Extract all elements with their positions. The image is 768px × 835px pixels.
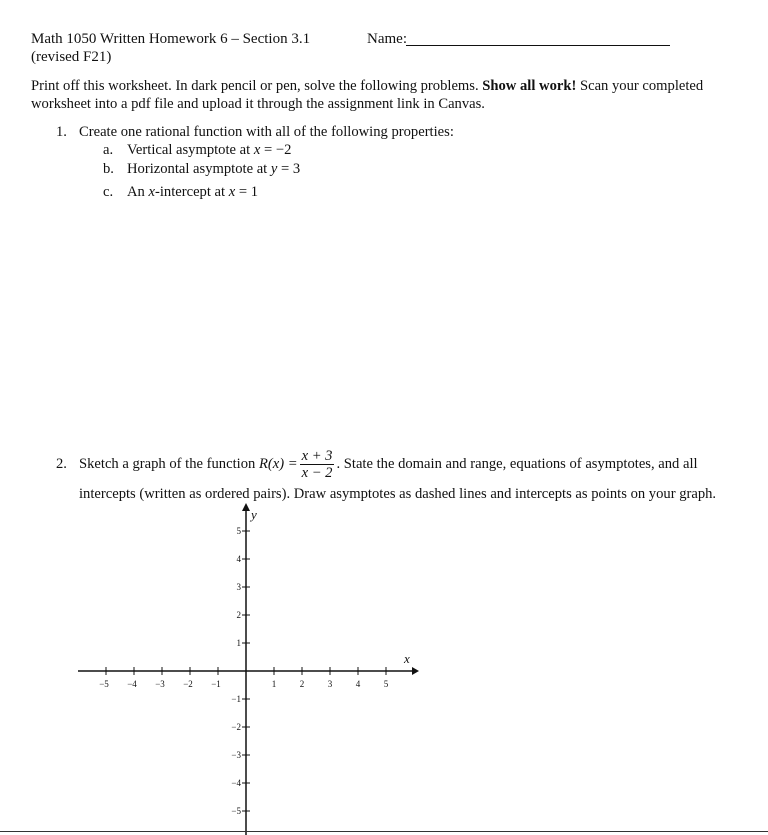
y-tick-label: −2: [231, 722, 241, 732]
item-b-eq: = 3: [277, 161, 301, 177]
y-tick-label: −4: [231, 778, 241, 788]
problem1-item-c-letter: c.: [103, 184, 114, 200]
problem1-item-b-letter: b.: [103, 161, 114, 177]
y-tick-label: 2: [236, 610, 241, 620]
x-axis-label: x: [404, 651, 410, 666]
y-axis-arrow: [242, 503, 250, 511]
y-axis-label: y: [251, 507, 257, 522]
x-tick-label: 4: [355, 679, 361, 689]
problem2-text-post: . State the domain and range, equations of asymptotes, and all: [336, 455, 698, 472]
function-denominator: x − 2: [301, 464, 333, 481]
item-b-var: y: [270, 161, 278, 177]
function-name: R(x) =: [258, 455, 298, 472]
item-c-post: -intercept at: [154, 184, 229, 200]
item-b-text: Horizontal asymptote at: [127, 161, 271, 177]
instructions-part1: Print off this worksheet. In dark pencil or pen, solve the following problems.: [31, 78, 479, 94]
revision-note: (revised F21): [31, 49, 112, 65]
y-tick-label: 5: [236, 526, 241, 536]
y-tick-label: −3: [231, 750, 241, 760]
function-numerator: x + 3: [301, 447, 333, 464]
item-c-var2: x: [228, 184, 236, 200]
problem2-number: 2.: [56, 456, 67, 472]
x-tick-label: −3: [155, 679, 165, 689]
page-bottom-border: [0, 831, 768, 832]
x-tick-label: 1: [271, 679, 277, 689]
course-title: Math 1050 Written Homework 6 – Section 3.1: [31, 31, 311, 47]
x-tick-label: −4: [127, 679, 137, 689]
y-tick-label: 4: [236, 554, 241, 564]
x-tick-label: 3: [327, 679, 333, 689]
item-c-pre: An: [127, 184, 149, 200]
y-tick-label: −5: [231, 806, 241, 816]
problem1-text: Create one rational function with all of the following properties:: [79, 124, 454, 140]
problem1-item-a-letter: a.: [103, 142, 114, 158]
x-tick-label: 2: [299, 679, 305, 689]
x-tick-label: −5: [99, 679, 109, 689]
instructions-bold: Show all work!: [482, 78, 577, 94]
x-tick-label: −1: [211, 679, 221, 689]
item-a-text: Vertical asymptote at: [127, 142, 254, 158]
item-c-eq: = 1: [235, 184, 259, 200]
item-a-var: x: [253, 142, 261, 158]
item-a-eq: = −2: [260, 142, 292, 158]
name-label: Name:: [367, 31, 407, 47]
problem1-number: 1.: [56, 124, 67, 140]
item-c-var1: x: [148, 184, 155, 200]
x-tick-label: 5: [383, 679, 389, 689]
y-tick-label: 3: [236, 582, 241, 592]
y-tick-label: 1: [236, 638, 241, 648]
x-axis-arrow: [412, 667, 419, 675]
problem2-line2: intercepts (written as ordered pairs). Draw asymptotes as dashed lines and intercepts as points on your graph.: [79, 486, 717, 502]
problem2-text-pre: Sketch a graph of the function: [79, 455, 256, 472]
x-tick-label: −2: [183, 679, 193, 689]
y-tick-label: −1: [231, 694, 241, 704]
instructions-part2: Scan your completed worksheet into a pdf file and upload it through the assignment link in Canvas.: [31, 78, 704, 112]
